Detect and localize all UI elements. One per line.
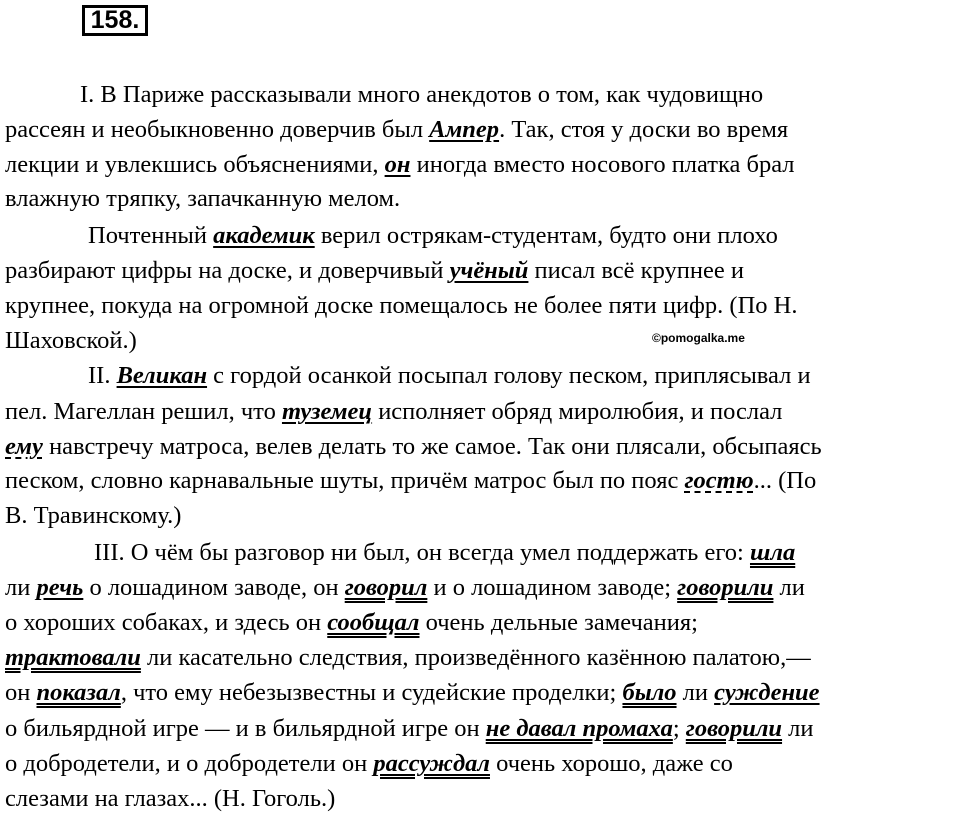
- text-line: I. В Париже рассказывали много анекдотов о том, как чудовищно: [80, 81, 764, 108]
- text-line: он показал, что ему небезызвестны и судейские проделки; было ли суждение: [5, 679, 820, 706]
- subject-word: Ампер: [429, 116, 500, 143]
- text-line: II. Великан с гордой осанкой посыпал голову песком, приплясывал и: [88, 362, 811, 389]
- exercise-number: 158.: [82, 5, 148, 36]
- text-line: лекции и увлекшись объяснениями, он иногда вместо носового платка брал: [5, 151, 795, 178]
- predicate-word: говорил: [344, 574, 428, 601]
- text-line: о бильярдной игре — и в бильярдной игре он не давал промаха; говорили ли: [5, 715, 814, 742]
- object-word: ему: [5, 433, 43, 460]
- text-line: трактовали ли касательно следствия, произведённого казённою палатою,—: [5, 644, 811, 671]
- text-line: Шаховской.): [5, 327, 137, 354]
- subject-word: учёный: [449, 257, 529, 284]
- predicate-word: трактовали: [5, 644, 141, 671]
- text-line: В. Травинскому.): [5, 502, 182, 529]
- predicate-word: было: [622, 679, 677, 706]
- predicate-word: рассуждал: [373, 750, 490, 777]
- text-line: разбирают цифры на доске, и доверчивый учёный писал всё крупнее и: [5, 257, 744, 284]
- text-line: пел. Магеллан решил, что туземец исполняет обряд миролюбия, и послал: [5, 398, 783, 425]
- subject-word: академик: [213, 222, 315, 249]
- object-word: гостю: [684, 467, 754, 494]
- predicate-word: сообщал: [327, 609, 420, 636]
- predicate-word: говорили: [677, 574, 774, 601]
- predicate-word: шла: [749, 539, 796, 566]
- text-line: слезами на глазах... (Н. Гоголь.): [5, 785, 336, 812]
- text-line: ли речь о лошадином заводе, он говорил и о лошадином заводе; говорили ли: [5, 574, 805, 601]
- predicate-word: не давал промаха: [485, 715, 673, 742]
- subject-word: туземец: [281, 398, 373, 425]
- text-line: крупнее, покуда на огромной доске помещалось не более пяти цифр. (По Н.: [5, 292, 798, 319]
- text-line: влажную тряпку, запачканную мелом.: [5, 185, 401, 212]
- predicate-word: говорили: [685, 715, 783, 742]
- subject-word: суждение: [714, 679, 820, 706]
- text-line: о хороших собаках, и здесь он сообщал очень дельные замечания;: [5, 609, 698, 636]
- text-line: ему навстречу матроса, велев делать то же самое. Так они плясали, обсыпаясь: [5, 433, 822, 460]
- watermark: ©pomogalka.me: [652, 331, 745, 345]
- text-line: рассеян и необыкновенно доверчив был Ампер. Так, стоя у доски во время: [5, 116, 789, 143]
- text-line: III. О чём бы разговор ни был, он всегда умел поддержать его: шла: [94, 539, 796, 566]
- text-line: Почтенный академик верил острякам-студентам, будто они плохо: [88, 222, 778, 249]
- text-line: о добродетели, и о добродетели он рассуждал очень хорошо, даже со: [5, 750, 733, 777]
- subject-word: Великан: [116, 362, 208, 389]
- predicate-word: показал: [36, 679, 121, 706]
- subject-word: он: [384, 151, 411, 178]
- text-line: песком, словно карнавальные шуты, причём матрос был по пояс гостю... (По: [5, 467, 817, 494]
- subject-word: речь: [36, 574, 84, 601]
